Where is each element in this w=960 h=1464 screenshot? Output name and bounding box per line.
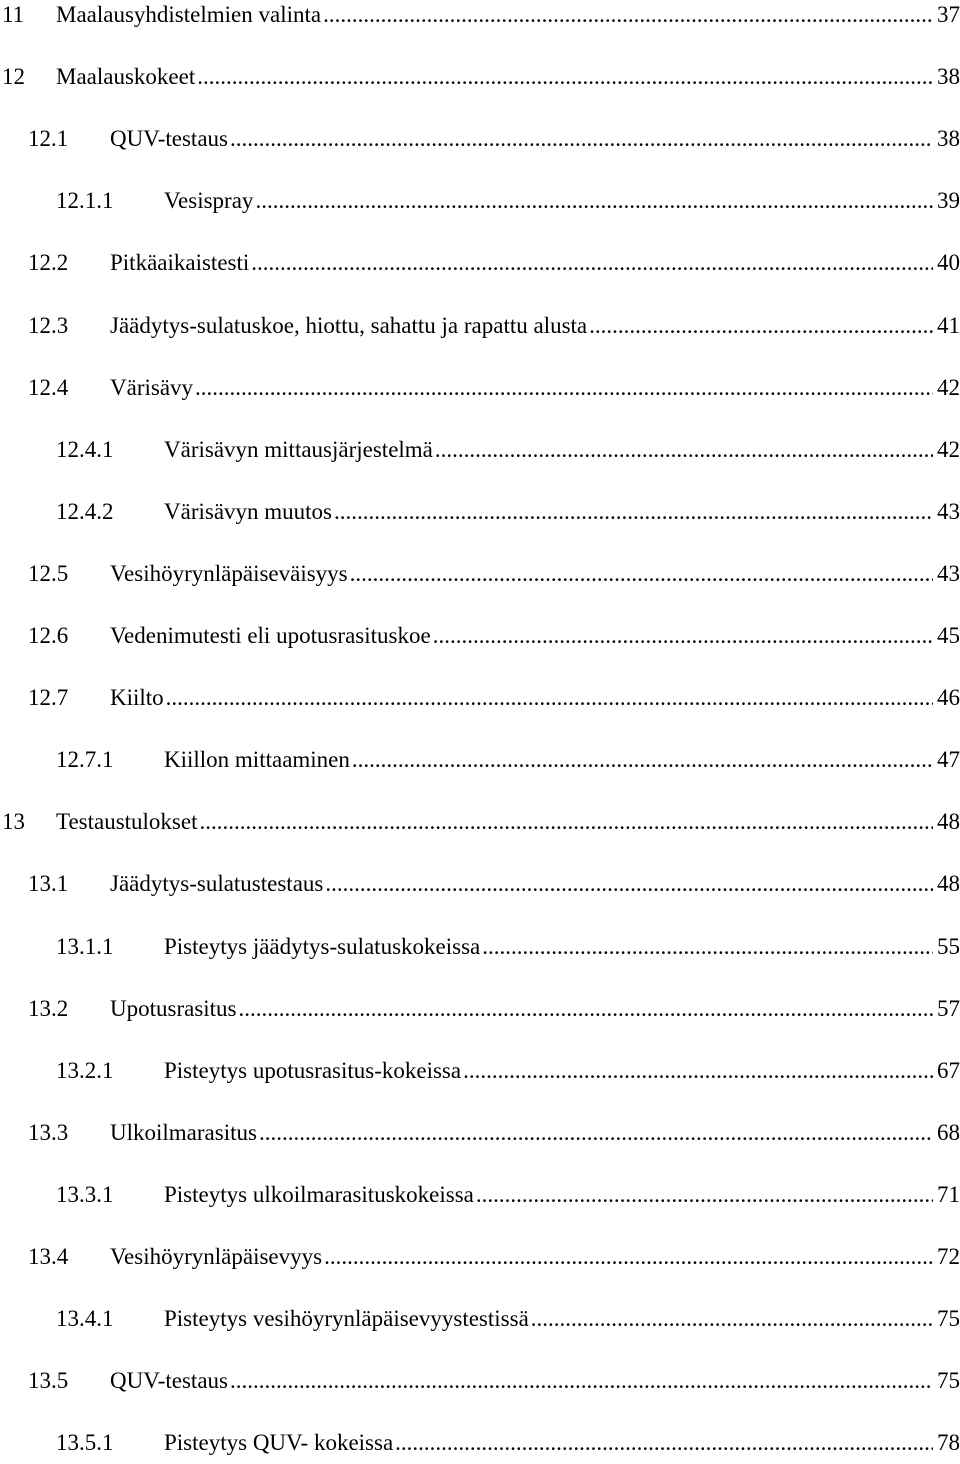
toc-entry-title: Jäädytys-sulatustestaus: [110, 871, 324, 897]
toc-entry-title: Pisteytys upotusrasitus-kokeissa: [164, 1057, 462, 1083]
toc-entry-title: Värisävy: [110, 374, 194, 400]
toc-entry-page-number: 48: [937, 809, 960, 835]
toc-entry-number: 12.5: [28, 560, 69, 586]
toc-entry-number: 12.2: [28, 250, 69, 276]
toc-entry[interactable]: [0, 683, 960, 713]
toc-entry-number: 13.3: [28, 1119, 69, 1145]
toc-entry-title: Pisteytys ulkoilmarasituskokeissa: [164, 1181, 474, 1207]
toc-dot-leader: [251, 248, 933, 278]
toc-entry[interactable]: [0, 807, 960, 837]
toc-entry-page-number: 40: [937, 250, 960, 276]
toc-entry-page-number: 41: [937, 312, 960, 338]
toc-entry-number: 12.7: [28, 685, 69, 711]
toc-entry-number: 13.2.1: [56, 1057, 114, 1083]
toc-entry[interactable]: [0, 1118, 960, 1148]
toc-entry-page-number: 47: [937, 747, 960, 773]
toc-entry[interactable]: [0, 1242, 960, 1272]
toc-entry-number: 13.1.1: [56, 933, 114, 959]
toc-entry[interactable]: [0, 311, 960, 341]
toc-entry-page-number: 78: [937, 1430, 960, 1456]
toc-entry-title: Pitkäaikaistesti: [110, 250, 250, 276]
toc-entry-title: Vesihöyrynläpäiseväisyys: [110, 560, 348, 586]
toc-dot-leader: [325, 869, 933, 899]
toc-dot-leader: [482, 932, 933, 962]
toc-entry-number: 12.4: [28, 374, 69, 400]
toc-entry[interactable]: [0, 248, 960, 278]
toc-entry-title: Värisävyn mittausjärjestelmä: [164, 436, 433, 462]
toc-entry-page-number: 42: [937, 436, 960, 462]
toc-entry-title: Maalauskokeet: [56, 64, 196, 90]
toc-entry-title: Pisteytys QUV- kokeissa: [164, 1430, 394, 1456]
toc-entry[interactable]: [0, 0, 960, 30]
toc-entry[interactable]: [0, 1366, 960, 1396]
toc-entry-title: Testaustulokset: [56, 809, 198, 835]
toc-entry[interactable]: [0, 1304, 960, 1334]
toc-dot-leader: [324, 1242, 933, 1272]
toc-entry-number: 13: [2, 809, 25, 835]
toc-dot-leader: [352, 745, 933, 775]
toc-entry[interactable]: [0, 62, 960, 92]
toc-entry-title: QUV-testaus: [110, 1368, 228, 1394]
toc-entry-number: 12.7.1: [56, 747, 114, 773]
toc-entry-page-number: 72: [937, 1244, 960, 1269]
toc-entry-title: Kiillon mittaaminen: [164, 747, 350, 773]
toc-entry-number: 13.4: [28, 1244, 69, 1269]
toc-dot-leader: [197, 62, 933, 92]
toc-entry-number: 12.4.1: [56, 436, 114, 462]
toc-dot-leader: [435, 435, 933, 465]
toc-entry-page-number: 55: [937, 933, 960, 959]
toc-entry[interactable]: [0, 1056, 960, 1086]
toc-dot-leader: [323, 0, 933, 30]
toc-entry-number: 13.2: [28, 995, 69, 1021]
toc-entry-page-number: 75: [937, 1306, 960, 1332]
toc-dot-leader: [166, 683, 933, 713]
toc-dot-leader: [463, 1056, 933, 1086]
toc-entry-page-number: 38: [937, 64, 960, 90]
toc-entry-title: QUV-testaus: [110, 126, 228, 152]
toc-dot-leader: [476, 1180, 933, 1210]
toc-entry[interactable]: [0, 373, 960, 403]
toc-entry-page-number: 67: [937, 1057, 960, 1083]
toc-entry-page-number: 68: [937, 1119, 960, 1145]
toc-dot-leader: [199, 807, 933, 837]
toc-dot-leader: [589, 311, 933, 341]
toc-entry-page-number: 57: [937, 995, 960, 1021]
toc-entry[interactable]: [0, 745, 960, 775]
toc-entry-title: Jäädytys-sulatuskoe, hiottu, sahattu ja rapattu alusta: [110, 312, 588, 338]
toc-entry-number: 13.3.1: [56, 1181, 114, 1207]
toc-entry[interactable]: [0, 869, 960, 899]
toc-entry-page-number: 42: [937, 374, 960, 400]
toc-entry-number: 12.1.1: [56, 188, 114, 214]
toc-entry-page-number: 45: [937, 623, 960, 648]
toc-entry[interactable]: [0, 124, 960, 154]
toc-entry[interactable]: [0, 497, 960, 527]
toc-entry[interactable]: [0, 1180, 960, 1210]
toc-entry-title: Värisävyn muutos: [164, 498, 333, 524]
toc-entry[interactable]: [0, 186, 960, 216]
toc-dot-leader: [350, 559, 933, 589]
toc-entry-title: Pisteytys vesihöyrynläpäisevyystestissä: [164, 1306, 529, 1332]
toc-entry-title: Upotusrasitus: [110, 995, 237, 1021]
toc-entry-number: 12.6: [28, 623, 69, 648]
toc-entry-number: 13.4.1: [56, 1306, 114, 1332]
toc-dot-leader: [230, 1366, 933, 1396]
toc-entry-number: 13.1: [28, 871, 69, 897]
toc-dot-leader: [255, 186, 933, 216]
toc-entry-title: Vedenimutesti eli upotusrasituskoe: [110, 623, 431, 648]
toc-entry-number: 13.5: [28, 1368, 69, 1394]
toc-entry-number: 13.5.1: [56, 1430, 114, 1456]
toc-dot-leader: [230, 124, 933, 154]
toc-entry-number: 12: [2, 64, 25, 90]
toc-entry[interactable]: [0, 932, 960, 962]
toc-dot-leader: [395, 1428, 933, 1458]
toc-entry-title: Vesispray: [164, 188, 254, 214]
toc-entry-number: 11: [2, 2, 25, 27]
toc-entry-page-number: 38: [937, 126, 960, 152]
toc-dot-leader: [239, 994, 934, 1024]
toc-dot-leader: [334, 497, 933, 527]
toc-entry-number: 12.4.2: [56, 498, 114, 524]
toc-entry-number: 12.1: [28, 126, 69, 152]
toc-entry[interactable]: [0, 621, 960, 651]
toc-dot-leader: [531, 1304, 933, 1334]
toc-entry-page-number: 48: [937, 871, 960, 897]
toc-entry-page-number: 37: [937, 2, 960, 27]
toc-dot-leader: [433, 621, 933, 651]
toc-entry[interactable]: [0, 559, 960, 589]
toc-entry-title: Pisteytys jäädytys-sulatuskokeissa: [164, 933, 481, 959]
toc-dot-leader: [259, 1118, 933, 1148]
toc-entry-page-number: 71: [937, 1181, 960, 1207]
toc-entry[interactable]: [0, 1428, 960, 1458]
toc-entry-title: Vesihöyrynläpäisevyys: [110, 1244, 323, 1269]
toc-entry-page-number: 46: [937, 685, 960, 711]
toc-entry-title: Ulkoilmarasitus: [110, 1119, 257, 1145]
toc-entry-page-number: 43: [937, 498, 960, 524]
toc-entry[interactable]: [0, 435, 960, 465]
toc-entry-title: Kiilto: [110, 685, 164, 711]
toc-entry-title: Maalausyhdistelmien valinta: [56, 2, 322, 27]
toc-dot-leader: [195, 373, 933, 403]
toc-entry[interactable]: [0, 994, 960, 1024]
toc-entry-page-number: 75: [937, 1368, 960, 1394]
toc-entry-page-number: 43: [937, 560, 960, 586]
toc-entry-number: 12.3: [28, 312, 69, 338]
toc-entry-page-number: 39: [937, 188, 960, 214]
